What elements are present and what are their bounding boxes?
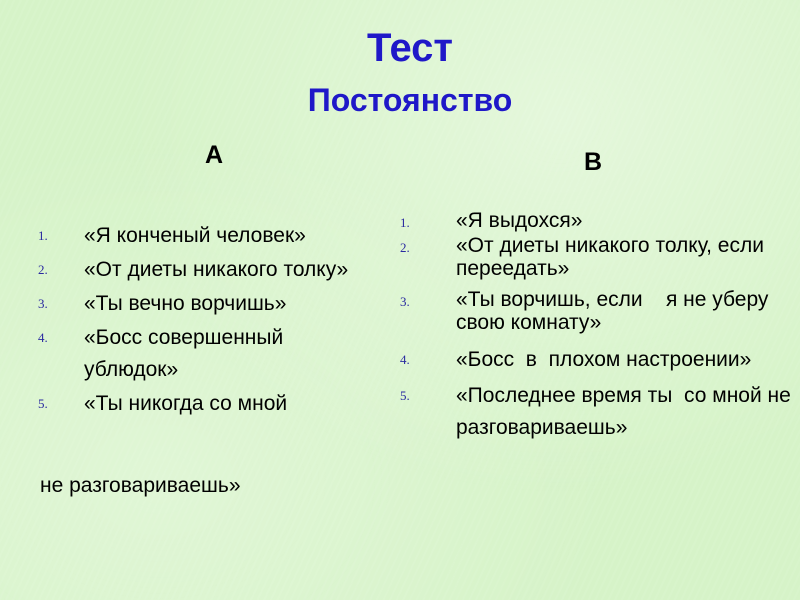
column-b-heading: В: [584, 148, 603, 176]
item-text: «Босс в плохом настроении»: [456, 348, 752, 371]
item-number: 1.: [400, 215, 410, 230]
item-number: 3.: [400, 294, 410, 309]
item-text: «От диеты никакого толку, если переедать»: [456, 234, 764, 280]
item-text: «Ты вечно ворчишь»: [84, 292, 287, 315]
column-a-heading: А: [205, 141, 224, 169]
list-item: [400, 234, 795, 280]
item-number: 5.: [400, 388, 410, 403]
list-item: [400, 344, 795, 376]
item-number: 4.: [38, 330, 48, 345]
list-item: [400, 380, 795, 444]
list-item: [38, 254, 378, 286]
item-number: 4.: [400, 352, 410, 367]
slide-title: Тест: [367, 26, 453, 70]
list-item: [400, 209, 795, 232]
list-item: [38, 220, 378, 252]
list-item: [38, 322, 378, 386]
slide-subtitle: Постоянство: [307, 82, 513, 118]
column-a-item-5-continuation: не разговариваешь»: [40, 474, 241, 497]
item-number: 3.: [38, 296, 48, 311]
list-item: [38, 388, 378, 420]
column-a-list: [38, 220, 378, 422]
item-text: «Я выдохся»: [456, 209, 583, 232]
item-text: «Босс совершенный ублюдок»: [84, 326, 284, 381]
list-item: [38, 288, 378, 320]
item-text: «От диеты никакого толку»: [84, 258, 349, 281]
item-number: 2.: [38, 262, 48, 277]
column-b-list: [400, 209, 795, 444]
item-number: 1.: [38, 228, 48, 243]
item-text: «Ты никогда со мной: [84, 392, 288, 415]
item-number: 5.: [38, 396, 48, 411]
item-number: 2.: [400, 240, 410, 255]
item-text: «Я конченый человек»: [84, 224, 306, 247]
item-text: «Ты ворчишь, если я не уберу свою комнату»: [456, 288, 775, 334]
item-text: «Последнее время ты со мной не разговариваешь»: [456, 384, 797, 439]
list-item: [400, 288, 795, 334]
